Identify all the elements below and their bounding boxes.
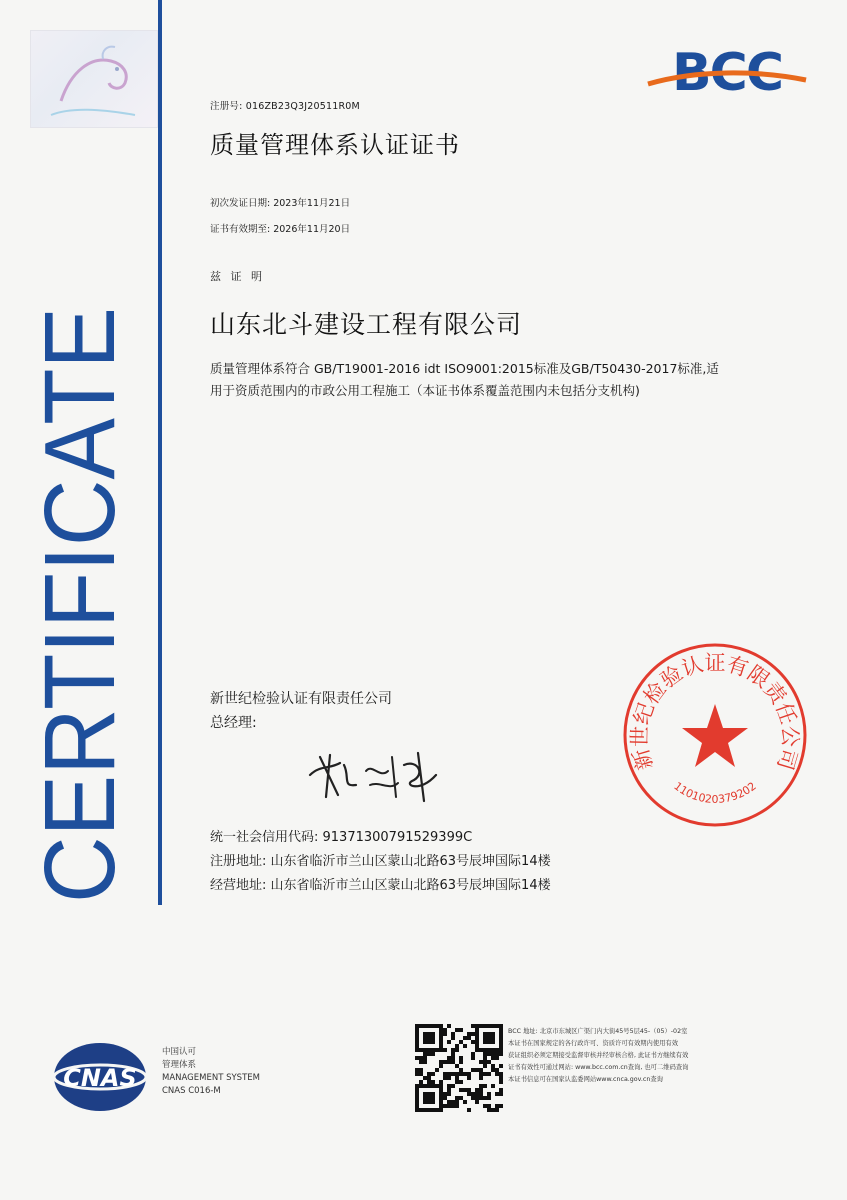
svg-text:1101020379202 <box>671 779 758 805</box>
company-name: 山东北斗建设工程有限公司 <box>210 310 523 339</box>
side-word-text: CERTIFICATE <box>24 256 136 903</box>
valid-until-date: 证书有效期至: 2026年11月20日 <box>210 224 351 235</box>
qr-note-line: BCC 地址: 北京市东城区广渠门内大街45号5层45-（05）-02室 <box>508 1028 688 1035</box>
qr-note-line: 证书有效性可通过网站: www.bcc.com.cn查询, 也可二维码查询 <box>508 1064 689 1071</box>
cnas-line: 管理体系 <box>162 1060 197 1070</box>
hereby-certify: 兹 证 明 <box>210 270 265 283</box>
side-rule <box>158 0 162 905</box>
cnas-line: MANAGEMENT SYSTEM <box>162 1073 260 1083</box>
registration-number: 注册号: 016ZB23Q3J20511R0M <box>210 101 360 112</box>
bcc-logo <box>646 40 808 104</box>
issuer-name: 新世纪检验认证有限责任公司 <box>210 691 392 707</box>
qr-notes <box>508 1026 723 1086</box>
qr-note-line: 获证组织必须定期接受监督审核并经审核合格, 此证书方继续有效 <box>508 1052 689 1059</box>
cnas-logo <box>50 1040 150 1114</box>
signature <box>300 735 450 805</box>
cnas-logo-text: CNAS <box>63 1064 137 1092</box>
side-certificate-word <box>24 256 136 905</box>
seal-number: 1101020379202 <box>671 779 759 806</box>
cnas-line: 中国认可 <box>162 1047 197 1057</box>
verification-qr-code[interactable] <box>415 1024 503 1112</box>
cnas-caption <box>162 1046 260 1098</box>
company-seal <box>620 640 810 830</box>
credit-code: 统一社会信用代码: 91371300791529399C <box>210 830 473 845</box>
hologram-seal <box>30 30 158 128</box>
qr-note-line: 本证书信息可在国家认监委网站www.cnca.gov.cn查询 <box>508 1076 663 1083</box>
bcc-logo-text: BCC <box>672 43 782 103</box>
certificate-title: 质量管理体系认证证书 <box>210 131 460 159</box>
operating-address: 经营地址: 山东省临沂市兰山区蒙山北路63号辰坤国际14楼 <box>210 878 551 893</box>
registered-address: 注册地址: 山东省临沂市兰山区蒙山北路63号辰坤国际14楼 <box>210 854 551 869</box>
qr-note-line: 本证书在国家规定的各行政许可、资质许可有效期内使用有效 <box>508 1040 679 1047</box>
cnas-line: CNAS C016-M <box>162 1086 221 1096</box>
certification-scope: 质量管理体系符合 GB/T19001-2016 idt ISO9001:2015标准及GB/T50430-2017标准,适用于资质范围内的市政公用工程施工（本证书体系覆盖范围内未包括分支机构) <box>210 361 719 398</box>
seal-text: 新世纪检验认证有限责任公司 <box>627 651 803 773</box>
first-issue-date: 初次发证日期: 2023年11月21日 <box>210 198 351 209</box>
general-manager-label: 总经理: <box>210 715 257 731</box>
